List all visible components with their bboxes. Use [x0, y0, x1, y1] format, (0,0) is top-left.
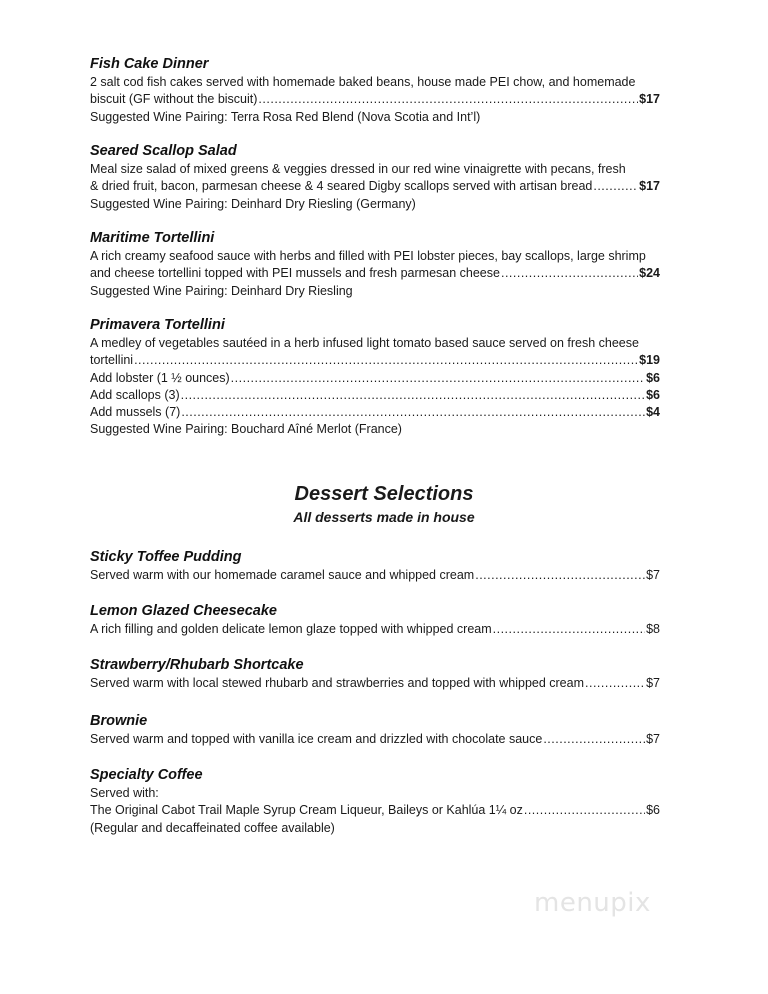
dot-leader	[585, 675, 645, 692]
dot-leader	[258, 91, 638, 108]
dessert-section-heading	[0, 481, 768, 527]
price-line	[90, 178, 660, 195]
dot-leader	[493, 621, 645, 638]
dot-leader	[543, 731, 645, 748]
price-line	[90, 802, 660, 819]
add-on-line	[90, 370, 660, 387]
wine-pairing: Suggested Wine Pairing: Deinhard Dry Riesling	[90, 283, 353, 298]
wine-pairing: Suggested Wine Pairing: Bouchard Aîné Merlot (France)	[90, 422, 402, 437]
watermark-logo: menupix	[534, 888, 651, 918]
menu-item-primavera-tortellini	[90, 315, 660, 439]
item-description: Meal size salad of mixed greens & veggies dressed in our red wine vinaigrette with pecans, fresh	[90, 162, 626, 176]
price: $7	[646, 732, 660, 746]
price: $24	[639, 266, 660, 281]
menu-item-fish-cake-dinner	[90, 54, 660, 126]
price: $6	[646, 803, 660, 818]
menu-item-specialty-coffee	[90, 765, 660, 837]
item-title: Strawberry/Rhubarb Shortcake	[90, 657, 304, 673]
item-title: Brownie	[90, 713, 148, 729]
price-line-text: Served warm and topped with vanilla ice cream and drizzled with chocolate sauce	[90, 732, 543, 746]
item-title: Seared Scallop Salad	[90, 143, 237, 159]
price-line-text: & dried fruit, bacon, parmesan cheese & 4 seared Digby scallops served with artisan bread	[90, 179, 593, 194]
price-line-text: tortellini	[90, 353, 134, 368]
price: $7	[646, 676, 660, 690]
add-on-text: Add scallops (3)	[90, 387, 180, 402]
item-title: Specialty Coffee	[90, 767, 203, 783]
price: $6	[646, 387, 660, 402]
item-title: Maritime Tortellini	[90, 230, 215, 246]
menu-item-sticky-toffee-pudding	[90, 547, 660, 584]
dot-leader	[181, 387, 645, 404]
item-description: 2 salt cod fish cakes served with homemade baked beans, house made PEI chow, and homemade	[90, 75, 636, 89]
price-line	[90, 265, 660, 282]
price-line	[90, 675, 660, 692]
menu-item-lemon-glazed-cheesecake	[90, 601, 660, 638]
dot-leader	[524, 802, 645, 819]
wine-pairing: Suggested Wine Pairing: Terra Rosa Red Blend (Nova Scotia and Int’l)	[90, 109, 481, 124]
add-on-text: Add lobster (1 ½ ounces)	[90, 370, 230, 385]
add-on-line	[90, 404, 660, 421]
price-line-text: Served warm with our homemade caramel sauce and whipped cream	[90, 568, 475, 582]
menu-item-strawberry-rhubarb-shortcake	[90, 655, 660, 692]
item-description: A rich creamy seafood sauce with herbs and filled with PEI lobster pieces, bay scallops, large shrimp	[90, 249, 646, 263]
price-line	[90, 731, 660, 748]
wine-pairing: Suggested Wine Pairing: Deinhard Dry Riesling (Germany)	[90, 196, 416, 211]
item-title: Lemon Glazed Cheesecake	[90, 603, 277, 619]
dot-leader	[475, 567, 645, 584]
price: $8	[646, 622, 660, 636]
menu-item-maritime-tortellini	[90, 228, 660, 300]
price-line	[90, 567, 660, 584]
price-line-text: A rich filling and golden delicate lemon glaze topped with whipped cream	[90, 622, 492, 636]
price-line-text: and cheese tortellini topped with PEI mussels and fresh parmesan cheese	[90, 266, 500, 281]
price: $6	[646, 370, 660, 385]
price: $7	[646, 568, 660, 582]
price: $4	[646, 405, 660, 420]
add-on-text: Add mussels (7)	[90, 405, 181, 420]
dot-leader	[134, 352, 638, 369]
price: $17	[639, 179, 660, 194]
item-title: Fish Cake Dinner	[90, 56, 209, 72]
item-description: Served with:	[90, 786, 159, 800]
item-title: Sticky Toffee Pudding	[90, 549, 242, 565]
item-title: Primavera Tortellini	[90, 317, 225, 333]
dot-leader	[501, 265, 638, 282]
price: $17	[639, 92, 660, 107]
add-on-line	[90, 387, 660, 404]
price-line	[90, 621, 660, 638]
menu-item-seared-scallop-salad	[90, 141, 660, 213]
price-line-text: The Original Cabot Trail Maple Syrup Cream Liqueur, Baileys or Kahlúa 1¼ oz	[90, 803, 523, 818]
price: $19	[639, 353, 660, 368]
section-subtitle: All desserts made in house	[293, 509, 475, 525]
section-title: Dessert Selections	[294, 483, 474, 505]
menu-item-brownie	[90, 711, 660, 748]
item-description: A medley of vegetables sautéed in a herb infused light tomato based sauce served on fresh cheese	[90, 336, 639, 350]
price-line-text: biscuit (GF without the biscuit)	[90, 92, 258, 107]
dot-leader	[181, 404, 645, 421]
dot-leader	[593, 178, 638, 195]
price-line-text: Served warm with local stewed rhubarb and strawberries and topped with whipped cream	[90, 676, 585, 690]
price-line	[90, 91, 660, 108]
price-line	[90, 352, 660, 369]
dot-leader	[231, 370, 645, 387]
item-note: (Regular and decaffeinated coffee available)	[90, 820, 335, 835]
